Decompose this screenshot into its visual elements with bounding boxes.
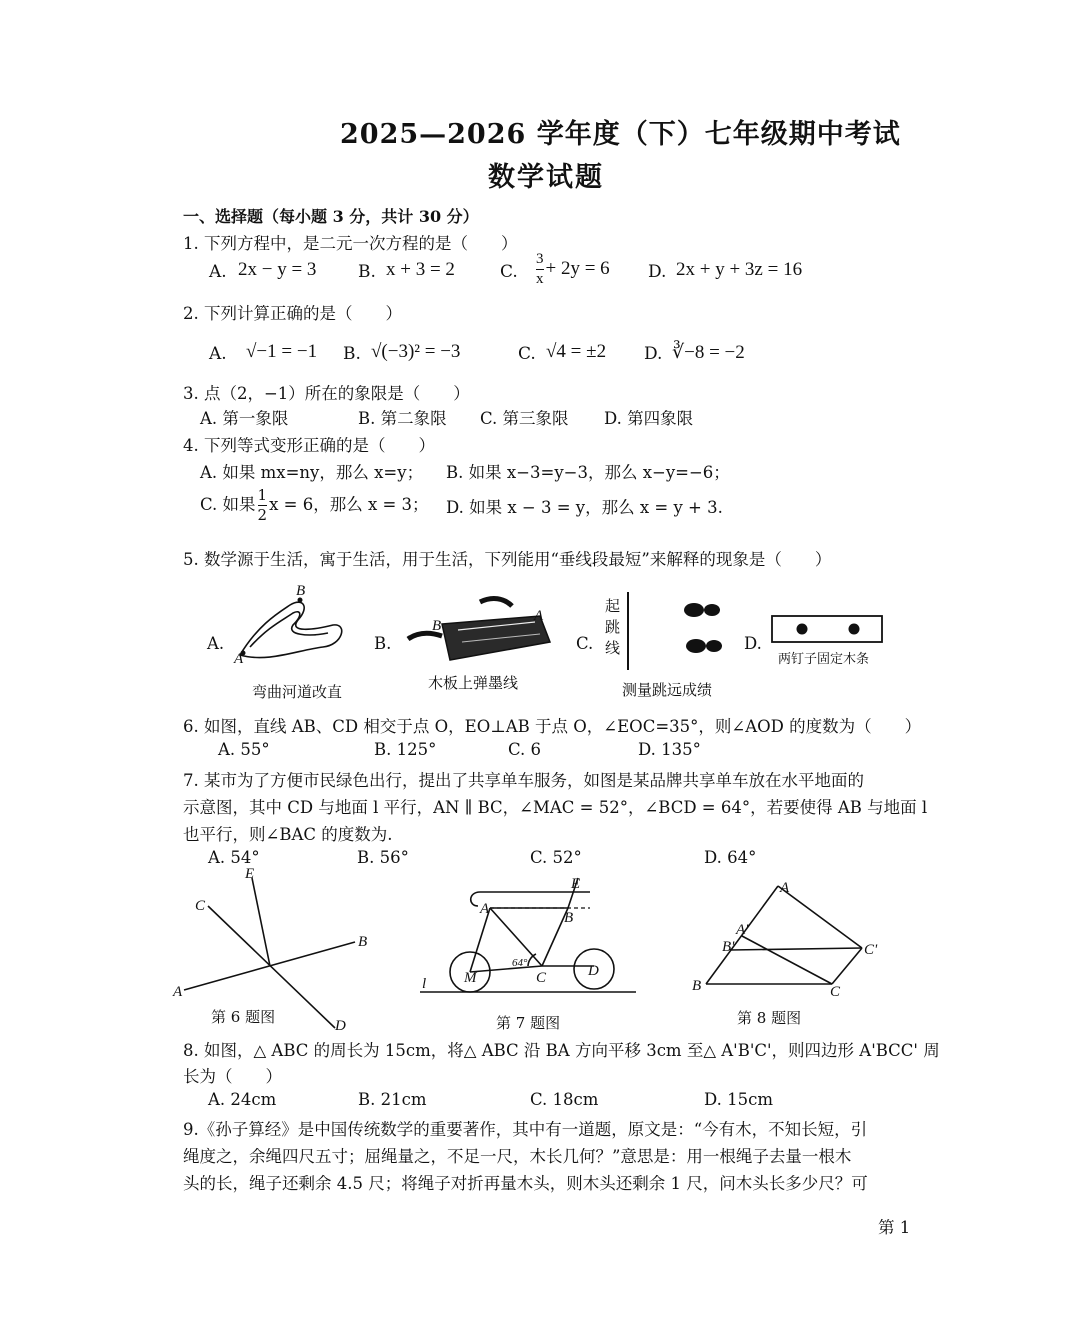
q5-a-caption: 弯曲河道改直: [252, 683, 343, 701]
exam-title: 2025—2026 学年度（下）七年级期中考试: [340, 119, 901, 150]
q6-option-c: C. 6: [508, 740, 542, 759]
fig8-label-a2: A': [736, 922, 749, 938]
fig6-label-a: A: [173, 984, 183, 1000]
q5-c-label: C.: [576, 634, 594, 653]
q5-c-caption: 测量跳远成绩: [622, 681, 713, 699]
q1-a-label: A.: [209, 262, 227, 282]
figure-7-diagram: [418, 876, 638, 1001]
q6-option-b: B. 125°: [374, 740, 437, 759]
q8-option-b: B. 21cm: [358, 1090, 427, 1109]
q3-stem: 3. 点（2，−1）所在的象限是（ ）: [183, 384, 470, 403]
q4-stem: 4. 下列等式变形正确的是（ ）: [183, 436, 435, 455]
q5-d-label: D.: [744, 634, 762, 653]
footprint-icon: [684, 603, 704, 617]
q9-line-2: 绳度之，余绳四尺五寸；屈绳量之，不足一尺，木长几何？”意思是：用一根绳子去量一根木: [183, 1147, 852, 1166]
q3-option-c: C. 第三象限: [480, 409, 569, 428]
q3-option-a: A. 第一象限: [200, 409, 289, 428]
q5-a-label-a: A: [234, 651, 244, 667]
fig7-label-c: C: [536, 970, 547, 986]
q1-b-label: B.: [358, 262, 376, 282]
q2-c-label: C.: [518, 344, 536, 364]
q6-option-d: D. 135°: [638, 740, 701, 759]
q2-stem: 2. 下列计算正确的是（ ）: [183, 304, 402, 323]
q5-a-label: A.: [207, 634, 225, 653]
q2-option-c: √4 = ±2: [546, 341, 607, 362]
q8-option-a: A. 24cm: [208, 1090, 277, 1109]
q6-option-a: A. 55°: [218, 740, 270, 759]
q5-b-label-a: A: [534, 608, 544, 624]
fig6-label-e: E: [245, 866, 255, 882]
q5-d-stick-image: [770, 614, 885, 646]
nail-icon: [797, 624, 808, 635]
footprint-icon: [686, 639, 706, 653]
q7-line-2: 示意图，其中 CD 与地面 l 平行，AN ∥ BC，∠MAC = 52°，∠BCD = 64°，若要使得 AB 与地面 l: [183, 798, 928, 817]
q5-d-caption: 两钉子固定木条: [778, 652, 870, 667]
q8-line-2: 长为（ ）: [183, 1067, 282, 1086]
q4-option-b: B. 如果 x−3=y−3，那么 x−y=−6；: [446, 463, 730, 482]
q5-b-label-b: B: [432, 618, 442, 634]
q4-option-d: D. 如果 x − 3 = y，那么 x = y + 3.: [446, 498, 723, 517]
fig6-label-b: B: [358, 934, 368, 950]
fig6-label-d: D: [335, 1018, 346, 1034]
q1-d-label: D.: [648, 262, 667, 282]
q1-option-d: 2x + y + 3z = 16: [676, 259, 803, 280]
q2-option-b: √(−3)² = −3: [371, 341, 461, 362]
q9-line-3: 头的长，绳子还剩余 4.5 尺；将绳子对折再量木头，则木头还剩余 1 尺，问木头长多少尺？可: [183, 1174, 868, 1193]
q6-stem: 6. 如图，直线 AB、CD 相交于点 O，EO⊥AB 于点 O，∠EOC=35°，则∠AOD 的度数为（ ）: [183, 717, 922, 736]
fig8-label-b2: B': [722, 939, 735, 955]
q8-option-c: C. 18cm: [530, 1090, 599, 1109]
q2-option-a: √−1 = −1: [246, 341, 318, 362]
q1-option-c: $\frac{3}{x}$ + 2y = 6: [536, 251, 610, 287]
q5-stem: 5. 数学源于生活，寓于生活，用于生活，下列能用“垂线段最短”来解释的现象是（ ）: [183, 550, 832, 569]
q1-c-label: C.: [500, 262, 518, 282]
side-cc2: [832, 948, 862, 984]
q1-stem: 1. 下列方程中，是二元一次方程的是（ ）: [183, 234, 518, 253]
q7-line-3: 也平行，则∠BAC 的度数为.: [183, 825, 393, 844]
side-b2c2: [730, 948, 862, 950]
fig7-label-d: D: [588, 963, 599, 979]
q8-line-1: 8. 如图，△ ABC 的周长为 15cm，将△ ABC 沿 BA 方向平移 3cm 至△ A'B'C'，则四边形 A'BCC' 周: [183, 1041, 940, 1060]
nail-icon: [849, 624, 860, 635]
fig7-label-m: M: [464, 970, 477, 986]
fig8-label-a: A: [780, 880, 790, 896]
page-number: 第 1: [878, 1218, 911, 1237]
fig7-angle: 64°: [512, 957, 528, 969]
q3-option-b: B. 第二象限: [358, 409, 447, 428]
side-ac: [778, 886, 862, 948]
fig7-label-l: l: [422, 976, 427, 992]
q5-a-river-image: [228, 585, 353, 670]
exam-subtitle: 数学试题: [488, 162, 604, 193]
q8-option-d: D. 15cm: [704, 1090, 774, 1109]
figure-7-caption: 第 7 题图: [496, 1014, 561, 1032]
q2-b-label: B.: [343, 344, 361, 364]
fig7-label-e: E: [571, 876, 581, 892]
side-a2c: [742, 936, 832, 984]
fig6-label-c: C: [195, 898, 206, 914]
q7-option-b: B. 56°: [357, 848, 409, 867]
fig8-label-c: C: [830, 984, 841, 1000]
q7-option-d: D. 64°: [704, 848, 757, 867]
fig7-label-a: A: [480, 901, 490, 917]
q9-line-1: 9.《孙子算经》是中国传统数学的重要著作，其中有一道题，原文是：“今有木，不知长短，引: [183, 1120, 868, 1139]
q2-a-label: A.: [209, 344, 227, 364]
q3-option-d: D. 第四象限: [604, 409, 694, 428]
fig8-label-c2: C': [864, 942, 878, 958]
q5-a-label-b: B: [296, 583, 306, 599]
q5-b-label: B.: [374, 634, 392, 653]
q1-option-b: x + 3 = 2: [386, 259, 455, 280]
q5-c-jump-image: [622, 590, 732, 675]
q7-option-c: C. 52°: [530, 848, 582, 867]
figure-6-caption: 第 6 题图: [211, 1008, 276, 1026]
q5-c-side-label: 起 跳 线: [605, 597, 621, 657]
figure-8-caption: 第 8 题图: [737, 1009, 802, 1027]
fig8-label-b: B: [692, 978, 702, 994]
q7-option-a: A. 54°: [208, 848, 260, 867]
section-heading: 一、选择题（每小题 3 分，共计 30 分）: [183, 207, 479, 226]
figure-8-diagram: [690, 878, 890, 998]
q5-b-board-image: [400, 594, 550, 669]
q1-option-a: 2x − y = 3: [238, 259, 317, 280]
fig7-label-b: B: [564, 910, 574, 926]
q4-option-a: A. 如果 mx=ny，那么 x=y；: [200, 463, 424, 482]
q4-option-c: C. 如果 $\frac{1}{2}$ x = 6，那么 x = 3；: [200, 486, 429, 524]
line-ab: [184, 942, 355, 990]
q2-d-label: D.: [644, 344, 663, 364]
q5-b-caption: 木板上弹墨线: [428, 674, 519, 692]
line-eo: [252, 878, 270, 966]
q2-option-d: ∛−8 = −2: [672, 342, 745, 363]
q7-line-1: 7. 某市为了方便市民绿色出行，提出了共享单车服务，如图是某品牌共享单车放在水平地面的: [183, 771, 864, 790]
